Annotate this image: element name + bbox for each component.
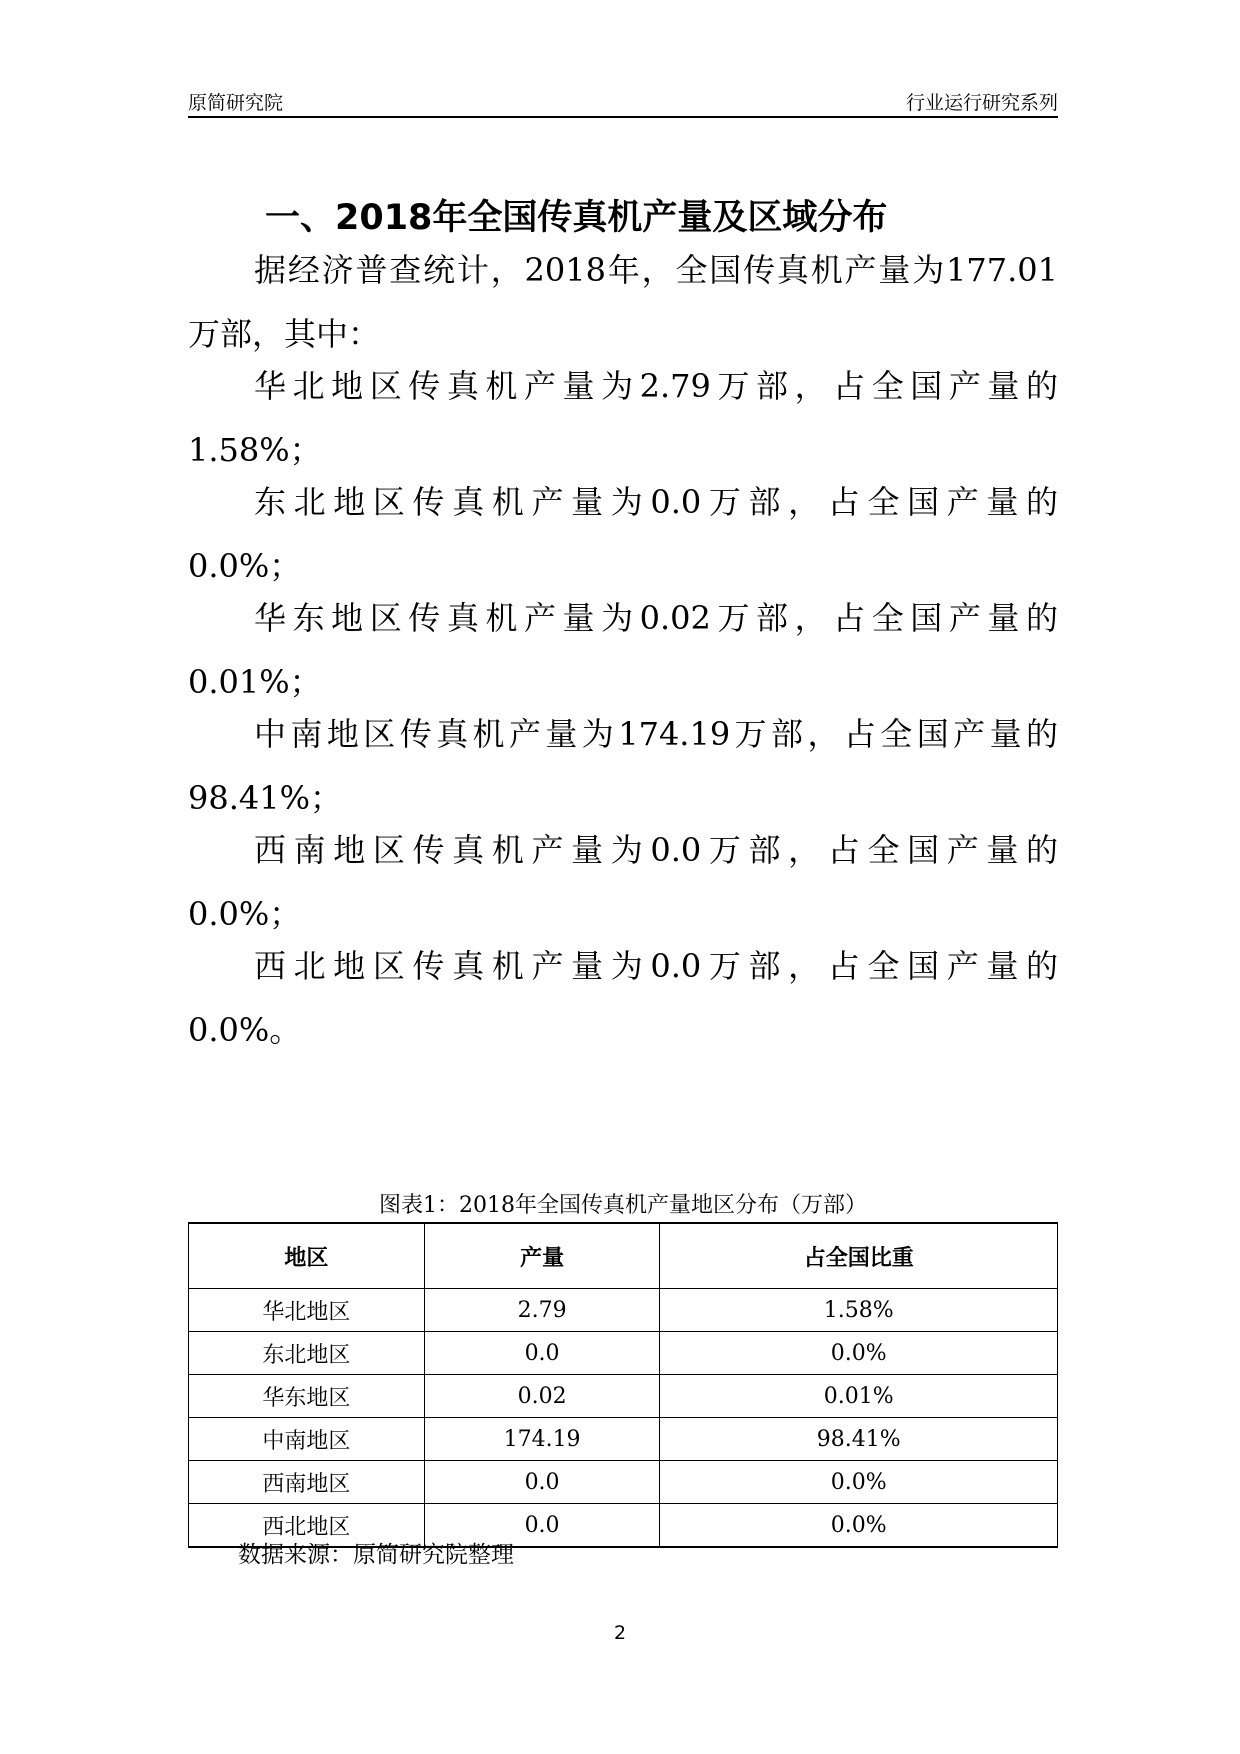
cell-region: 东北地区 — [189, 1332, 425, 1375]
production-table — [188, 1222, 1058, 1548]
cell-region: 华北地区 — [189, 1289, 425, 1332]
header-org-name: 原简研究院 — [188, 92, 284, 114]
cell-output: 2.79 — [424, 1289, 660, 1332]
paragraph-north-china — [188, 354, 1058, 482]
cell-output: 174.19 — [424, 1418, 660, 1461]
cell-share: 1.58% — [660, 1289, 1058, 1332]
paragraph-line: 西南地区传真机产量为0.0万部，占全国产量的 — [254, 831, 1058, 869]
cell-share: 0.01% — [660, 1375, 1058, 1418]
table-row — [189, 1289, 1058, 1332]
paragraph-line: 0.0%； — [188, 547, 302, 585]
table-row — [189, 1332, 1058, 1375]
paragraph-line: 据经济普查统计，2018年，全国传真机产量为177.01 — [254, 251, 1058, 289]
paragraph-line: 东北地区传真机产量为0.0万部，占全国产量的 — [254, 483, 1058, 521]
cell-share: 0.0% — [660, 1504, 1058, 1548]
table-caption: 图表1：2018年全国传真机产量地区分布（万部） — [379, 1193, 867, 1218]
cell-share: 0.0% — [660, 1461, 1058, 1504]
section-title: 一、2018年全国传真机产量及区域分布 — [265, 198, 888, 238]
cell-region: 西北地区 — [189, 1504, 425, 1548]
cell-output: 0.0 — [424, 1332, 660, 1375]
cell-share: 98.41% — [660, 1418, 1058, 1461]
cell-share: 0.0% — [660, 1332, 1058, 1375]
table-row — [189, 1375, 1058, 1418]
data-source-note: 数据来源：原简研究院整理 — [238, 1542, 514, 1568]
paragraph-line: 98.41%； — [188, 779, 343, 817]
cell-output: 0.02 — [424, 1375, 660, 1418]
paragraph-line: 0.0%； — [188, 895, 302, 933]
paragraph-line: 0.01%； — [188, 663, 322, 701]
cell-output: 0.0 — [424, 1461, 660, 1504]
paragraph-northwest — [188, 934, 1058, 1062]
table-row — [189, 1461, 1058, 1504]
paragraph-southwest — [188, 818, 1058, 946]
table-row — [189, 1418, 1058, 1461]
table-header-row — [189, 1223, 1058, 1289]
paragraph-east-china — [188, 586, 1058, 714]
paragraph-line: 万部，其中： — [188, 315, 381, 353]
cell-region: 西南地区 — [189, 1461, 425, 1504]
column-header-region: 地区 — [189, 1223, 425, 1289]
paragraph-central-south — [188, 702, 1058, 830]
paragraph-line: 华东地区传真机产量为0.02万部，占全国产量的 — [254, 599, 1058, 637]
cell-output: 0.0 — [424, 1504, 660, 1548]
column-header-output: 产量 — [424, 1223, 660, 1289]
paragraph-line: 华北地区传真机产量为2.79万部，占全国产量的 — [254, 367, 1058, 405]
cell-region: 华东地区 — [189, 1375, 425, 1418]
page-header — [188, 86, 1058, 118]
cell-region: 中南地区 — [189, 1418, 425, 1461]
column-header-share: 占全国比重 — [660, 1223, 1058, 1289]
paragraph-line: 1.58%； — [188, 431, 322, 469]
header-series-name: 行业运行研究系列 — [905, 92, 1058, 114]
page-number: 2 — [613, 1622, 627, 1644]
paragraph-line: 0.0%。 — [188, 1011, 302, 1049]
paragraph-line: 中南地区传真机产量为174.19万部，占全国产量的 — [254, 715, 1058, 753]
paragraph-northeast — [188, 470, 1058, 598]
paragraph-line: 西北地区传真机产量为0.0万部，占全国产量的 — [254, 947, 1058, 985]
paragraph-intro — [188, 238, 1058, 366]
